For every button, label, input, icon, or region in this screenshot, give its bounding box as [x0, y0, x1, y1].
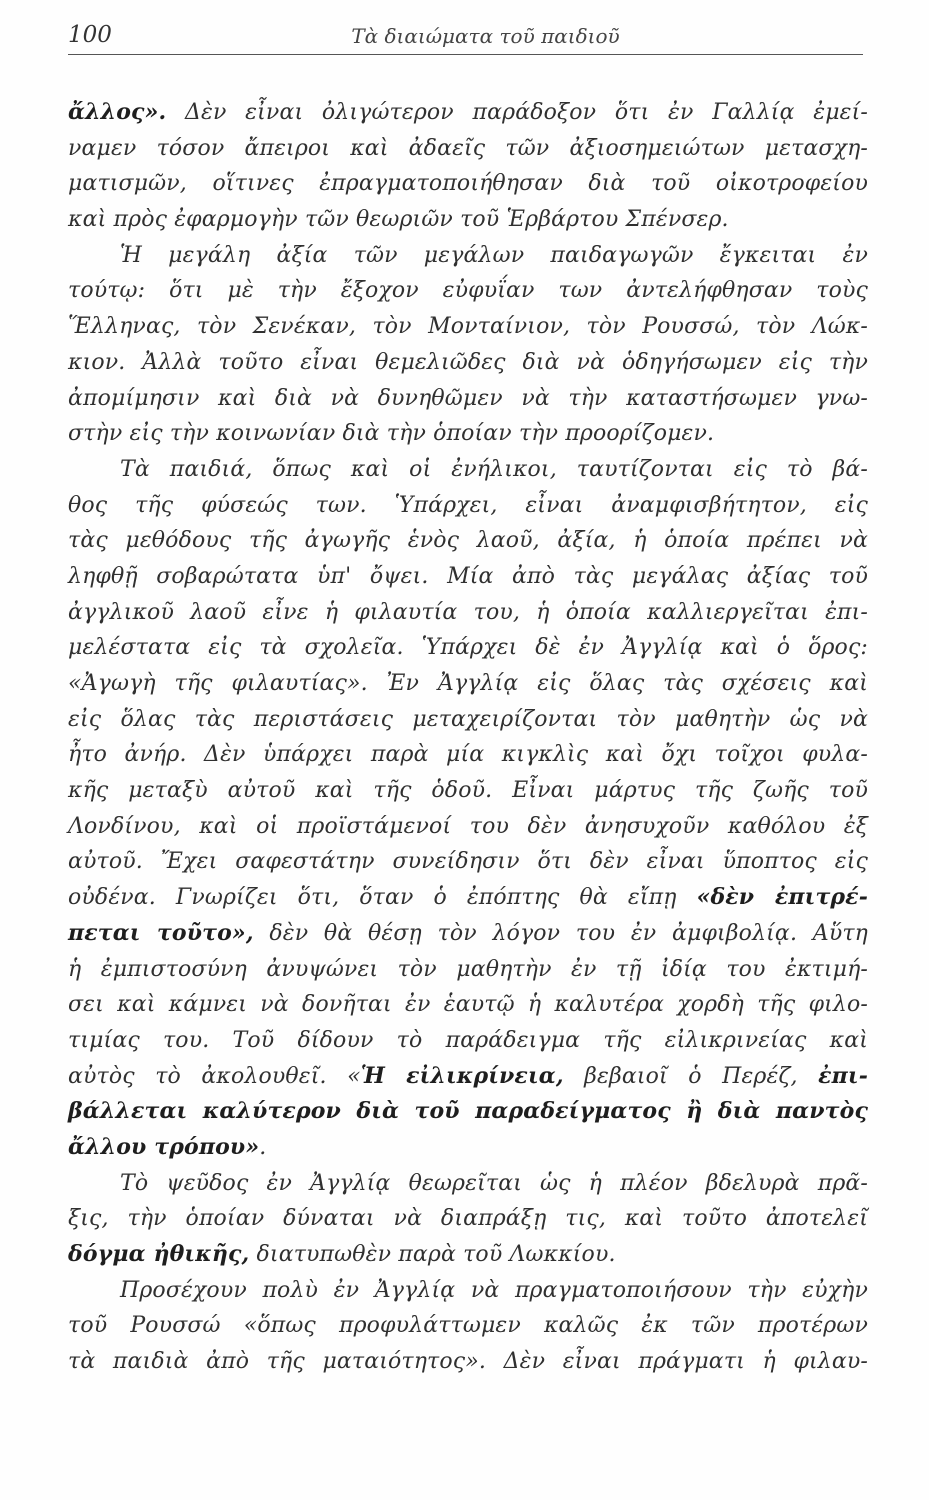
text-line	[68, 523, 868, 559]
text-line	[68, 345, 868, 381]
text-segment: τοῦ Ρουσσώ «ὅπως προφυλάττωμεν καλῶς ἐκ τῶν προτέρων	[68, 1313, 868, 1339]
text-segment: αὐτὸς τὸ ἀκολουθεῖ. «	[68, 1063, 361, 1089]
text-line	[68, 273, 868, 309]
text-line	[68, 1344, 868, 1380]
text-segment: Ἡ μεγάλη ἀξία τῶν μεγάλων παιδαγωγῶν ἔγκειται ἐν	[120, 242, 868, 268]
text-line	[68, 702, 868, 738]
text-line	[68, 131, 868, 167]
text-line	[68, 880, 868, 916]
text-segment: σει καὶ κάμνει νὰ δονῆται ἐν ἑαυτῷ ἡ καλυτέρα χορδὴ τῆς φιλο-	[68, 992, 868, 1018]
bold-segment: Ἡ εἰλικρίνεια,	[360, 1062, 564, 1089]
text-line	[68, 1023, 868, 1059]
text-line	[68, 809, 868, 845]
body-text	[68, 95, 868, 1380]
running-head: Τὰ διαιώματα τοῦ παιδιοῦ	[351, 24, 620, 48]
text-line	[68, 238, 868, 274]
text-segment: ματισμῶν, οἵτινες ἐπραγματοποιήθησαν διὰ τοῦ οἰκοτροφείου	[68, 171, 868, 197]
text-segment: οὐδένα. Γνωρίζει ὅτι, ὅταν ὁ ἐπόπτης θὰ εἴπῃ	[68, 885, 697, 911]
text-segment: τὰς μεθόδους τῆς ἀγωγῆς ἑνὸς λαοῦ, ἀξία, ἡ ὁποία πρέπει νὰ	[68, 528, 868, 554]
text-segment: Προσέχουν πολὺ ἐν Ἀγγλίᾳ νὰ πραγματοποιήσουν τὴν εὐχὴν	[120, 1277, 868, 1303]
text-segment: κιον. Ἀλλὰ τοῦτο εἶναι θεμελιῶδες διὰ νὰ ὁδηγήσωμεν εἰς τὴν	[68, 349, 868, 375]
text-line	[68, 559, 868, 595]
text-segment: ξις, τὴν ὁποίαν δύναται νὰ διαπράξῃ τις, καὶ τοῦτο ἀποτελεῖ	[68, 1206, 868, 1232]
page-number: 100	[68, 22, 112, 48]
bold-segment: δόγμα ἠθικῆς,	[68, 1241, 250, 1267]
text-line	[68, 952, 868, 988]
text-line	[68, 595, 868, 631]
text-line	[68, 1094, 868, 1130]
bold-segment: πεται τοῦτο»,	[68, 919, 254, 946]
text-segment: ἀπομίμησιν καὶ διὰ νὰ δυνηθῶμεν νὰ τὴν καταστήσωμεν γνω-	[68, 385, 868, 411]
text-line	[68, 916, 868, 952]
text-segment: αὐτοῦ. Ἔχει σαφεστάτην συνείδησιν ὅτι δὲν εἶναι ὕποπτος εἰς	[68, 849, 868, 875]
text-segment: Τὰ παιδιά, ὅπως καὶ οἱ ἐνήλικοι, ταυτίζονται εἰς τὸ βά-	[120, 456, 868, 482]
text-segment: ἡ ἐμπιστοσύνη ἀνυψώνει τὸν μαθητὴν ἐν τῇ ἰδίᾳ του ἐκτιμή-	[68, 956, 868, 982]
text-segment: τιμίας του. Τοῦ δίδουν τὸ παράδειγμα τῆς εἰλικρινείας καὶ	[68, 1027, 868, 1053]
text-segment: τούτῳ: ὅτι μὲ τὴν ἔξοχον εὐφυΐαν των ἀντελήφθησαν τοὺς	[68, 278, 868, 304]
text-line	[68, 202, 868, 238]
text-line	[68, 773, 868, 809]
text-line	[68, 1059, 868, 1095]
text-line	[68, 1201, 868, 1237]
text-segment: τὰ παιδιὰ ἀπὸ τῆς ματαιότητος». Δὲν εἶναι πράγματι ἡ φιλαυ-	[68, 1349, 868, 1375]
text-segment: θος τῆς φύσεώς των. Ὑπάρχει, εἶναι ἀναμφισβήτητον, εἰς	[68, 492, 868, 518]
text-line	[68, 1130, 868, 1166]
text-line	[68, 1308, 868, 1344]
text-segment: Λονδίνου, καὶ οἱ προϊστάμενοί του δὲν ἀνησυχοῦν καθόλου ἐξ	[68, 813, 868, 839]
text-segment: ἀγγλικοῦ λαοῦ εἶνε ἡ φιλαυτία του, ἡ ὁποία καλλιεργεῖται ἐπι-	[68, 599, 868, 625]
text-line	[68, 1273, 868, 1309]
text-line	[68, 452, 868, 488]
text-line	[68, 381, 868, 417]
text-segment: κῆς μεταξὺ αὐτοῦ καὶ τῆς ὁδοῦ. Εἶναι μάρτυς τῆς ζωῆς τοῦ	[68, 778, 868, 804]
text-segment: δὲν θὰ θέσῃ τὸν λόγον του ἐν ἀμφιβολίᾳ. Αὕτη	[253, 920, 868, 946]
text-segment: μελέστατα εἰς τὰ σχολεῖα. Ὑπάρχει δὲ ἐν Ἀγγλίᾳ καὶ ὁ ὅρος:	[68, 635, 868, 661]
text-segment: διατυπωθὲν παρὰ τοῦ Λωκκίου.	[249, 1242, 616, 1267]
text-line	[68, 1166, 868, 1202]
bold-segment: ἄλλος».	[68, 99, 167, 125]
text-segment: ἦτο ἀνήρ. Δὲν ὑπάρχει παρὰ μία κιγκλὶς καὶ ὄχι τοῖχοι φυλα-	[68, 742, 868, 768]
text-line	[68, 488, 868, 524]
text-segment: ναμεν τόσον ἄπειροι καὶ ἀδαεῖς τῶν ἀξιοσημειώτων μετασχη-	[68, 135, 868, 161]
text-line	[68, 1237, 868, 1273]
text-line	[68, 987, 868, 1023]
text-segment: στὴν εἰς τὴν κοινωνίαν διὰ τὴν ὁποίαν τὴν προορίζομεν.	[68, 421, 715, 447]
text-segment: καὶ πρὸς ἐφαρμογὴν τῶν θεωριῶν τοῦ Ἑρβάρτου Σπένσερ.	[68, 207, 729, 233]
text-segment: Ἕλληνας, τὸν Σενέκαν, τὸν Μονταίνιον, τὸν Ρουσσώ, τὸν Λώκ-	[68, 314, 868, 340]
text-segment: .	[259, 1134, 267, 1160]
page-header	[68, 22, 863, 55]
text-segment: ληφθῇ σοβαρώτατα ὑπ' ὄψει. Μία ἀπὸ τὰς μεγάλας ἀξίας τοῦ	[68, 563, 868, 589]
text-line	[68, 737, 868, 773]
text-line	[68, 666, 868, 702]
text-line	[68, 630, 868, 666]
bold-segment: ἄλλου τρόπου»	[68, 1133, 260, 1160]
text-segment: εἰς ὅλας τὰς περιστάσεις μεταχειρίζονται τὸν μαθητὴν ὡς νὰ	[68, 706, 868, 732]
bold-segment: ἐπι-	[818, 1062, 869, 1089]
text-segment: Τὸ ψεῦδος ἐν Ἀγγλίᾳ θεωρεῖται ὡς ἡ πλέον βδελυρὰ πρᾶ-	[120, 1170, 868, 1196]
text-line	[68, 416, 868, 452]
text-line	[68, 166, 868, 202]
text-segment: βεβαιοῖ ὁ Περέζ,	[563, 1063, 819, 1089]
text-line	[68, 309, 868, 345]
text-segment: Δὲν εἶναι ὀλιγώτερον παράδοξον ὅτι ἐν Γαλλίᾳ ἐμεί-	[166, 100, 868, 125]
text-line	[68, 844, 868, 880]
bold-segment: βάλλεται καλύτερον διὰ τοῦ παραδείγματος ἢ διὰ παντὸς	[68, 1098, 868, 1125]
bold-segment: «δὲν ἐπιτρέ-	[696, 884, 868, 911]
text-segment: «Ἀγωγὴ τῆς φιλαυτίας». Ἐν Ἀγγλίᾳ εἰς ὅλας τὰς σχέσεις καὶ	[68, 671, 868, 696]
text-line	[68, 95, 868, 131]
